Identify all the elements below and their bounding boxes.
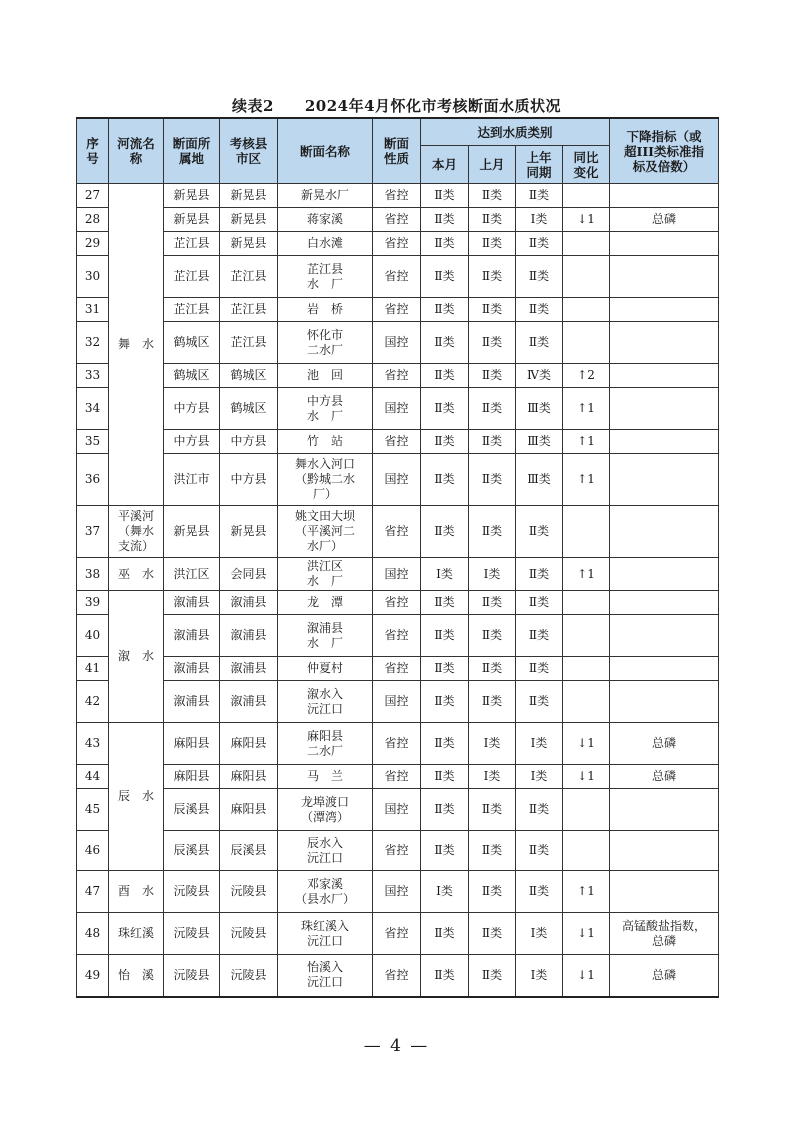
last-year-cell: Ⅱ类 — [516, 298, 563, 322]
yoy-change-cell — [563, 789, 610, 831]
last-month-cell: Ⅱ类 — [469, 831, 516, 871]
table-row — [77, 208, 719, 232]
header-quality: 达到水质类别 — [421, 118, 610, 146]
table-title: 续表2 2024年4月怀化市考核断面水质状况 — [231, 97, 562, 115]
last-month-cell: Ⅱ类 — [469, 184, 516, 208]
current-cell: Ⅱ类 — [421, 208, 469, 232]
location-cell: 麻阳县 — [164, 765, 220, 789]
indicator-cell — [610, 591, 719, 615]
last-month-cell: Ⅱ类 — [469, 615, 516, 657]
last-month-cell: Ⅱ类 — [469, 298, 516, 322]
yoy-change-cell: ↓1 — [563, 913, 610, 955]
last-year-cell: Ⅰ类 — [516, 913, 563, 955]
yoy-change-cell: ↑1 — [563, 871, 610, 913]
nature-cell: 国控 — [373, 681, 421, 723]
seq-cell: 37 — [77, 506, 109, 558]
nature-cell: 省控 — [373, 364, 421, 388]
last-year-cell: Ⅱ类 — [516, 558, 563, 591]
current-cell: Ⅱ类 — [421, 388, 469, 430]
yoy-change-cell: ↓1 — [563, 208, 610, 232]
table-row — [77, 955, 719, 997]
yoy-change-cell — [563, 681, 610, 723]
last-year-cell: Ⅱ类 — [516, 831, 563, 871]
river-cell: 酉 水 — [109, 871, 164, 913]
location-cell: 沅陵县 — [164, 913, 220, 955]
county-cell: 沅陵县 — [220, 955, 278, 997]
last-month-cell: Ⅱ类 — [469, 591, 516, 615]
county-cell: 沅陵县 — [220, 913, 278, 955]
location-cell: 辰溪县 — [164, 831, 220, 871]
county-cell: 新晃县 — [220, 184, 278, 208]
seq-cell: 35 — [77, 430, 109, 454]
indicator-cell — [610, 430, 719, 454]
last-year-cell: Ⅰ类 — [516, 208, 563, 232]
seq-cell: 45 — [77, 789, 109, 831]
location-cell: 新晃县 — [164, 506, 220, 558]
nature-cell: 省控 — [373, 430, 421, 454]
yoy-change-cell — [563, 657, 610, 681]
indicator-cell — [610, 558, 719, 591]
indicator-cell: 总磷 — [610, 765, 719, 789]
seq-cell: 39 — [77, 591, 109, 615]
nature-cell: 国控 — [373, 871, 421, 913]
last-year-cell: Ⅲ类 — [516, 388, 563, 430]
section-name-cell: 姚文田大坝 （平溪河二 水厂） — [278, 506, 373, 558]
county-cell: 新晃县 — [220, 232, 278, 256]
header-current: 本月 — [421, 146, 469, 184]
location-cell: 鹤城区 — [164, 364, 220, 388]
current-cell: Ⅰ类 — [421, 558, 469, 591]
county-cell: 溆浦县 — [220, 681, 278, 723]
table-row — [77, 184, 719, 208]
section-name-cell: 蒋家溪 — [278, 208, 373, 232]
location-cell: 芷江县 — [164, 256, 220, 298]
table-row — [77, 591, 719, 615]
last-year-cell: Ⅳ类 — [516, 364, 563, 388]
county-cell: 辰溪县 — [220, 831, 278, 871]
last-year-cell: Ⅱ类 — [516, 789, 563, 831]
table-row — [77, 388, 719, 430]
indicator-cell — [610, 657, 719, 681]
section-name-cell: 怀化市 二水厂 — [278, 322, 373, 364]
current-cell: Ⅱ类 — [421, 454, 469, 506]
last-month-cell: Ⅱ类 — [469, 388, 516, 430]
current-cell: Ⅱ类 — [421, 430, 469, 454]
county-cell: 鹤城区 — [220, 364, 278, 388]
current-cell: Ⅱ类 — [421, 506, 469, 558]
seq-cell: 46 — [77, 831, 109, 871]
indicator-cell — [610, 831, 719, 871]
header-indicator: 下降指标（或 超III类标准指 标及倍数） — [610, 118, 719, 184]
last-month-cell: Ⅱ类 — [469, 208, 516, 232]
last-year-cell: Ⅱ类 — [516, 256, 563, 298]
header-nature: 断面 性质 — [373, 118, 421, 184]
location-cell: 辰溪县 — [164, 789, 220, 831]
location-cell: 麻阳县 — [164, 723, 220, 765]
table-row — [77, 454, 719, 506]
header-seq: 序 号 — [77, 118, 109, 184]
seq-cell: 36 — [77, 454, 109, 506]
seq-cell: 42 — [77, 681, 109, 723]
indicator-cell: 总磷 — [610, 208, 719, 232]
current-cell: Ⅱ类 — [421, 184, 469, 208]
yoy-change-cell: ↑2 — [563, 364, 610, 388]
header-river: 河流名 称 — [109, 118, 164, 184]
seq-cell: 31 — [77, 298, 109, 322]
header-section: 断面名称 — [278, 118, 373, 184]
current-cell: Ⅱ类 — [421, 322, 469, 364]
indicator-cell — [610, 232, 719, 256]
section-name-cell: 龙 潭 — [278, 591, 373, 615]
last-year-cell: Ⅲ类 — [516, 430, 563, 454]
current-cell: Ⅱ类 — [421, 913, 469, 955]
header-last-year: 上年 同期 — [516, 146, 563, 184]
current-cell: Ⅱ类 — [421, 256, 469, 298]
table-row — [77, 558, 719, 591]
header-last-month: 上月 — [469, 146, 516, 184]
nature-cell: 省控 — [373, 184, 421, 208]
indicator-cell — [610, 871, 719, 913]
indicator-cell — [610, 364, 719, 388]
last-year-cell: Ⅱ类 — [516, 657, 563, 681]
current-cell: Ⅱ类 — [421, 364, 469, 388]
nature-cell: 省控 — [373, 506, 421, 558]
last-month-cell: Ⅱ类 — [469, 789, 516, 831]
yoy-change-cell — [563, 232, 610, 256]
nature-cell: 省控 — [373, 615, 421, 657]
water-quality-table — [76, 117, 719, 998]
header-location: 断面所 属地 — [164, 118, 220, 184]
river-cell: 溆 水 — [109, 591, 164, 723]
nature-cell: 省控 — [373, 298, 421, 322]
indicator-cell — [610, 256, 719, 298]
last-year-cell: Ⅰ类 — [516, 765, 563, 789]
seq-cell: 44 — [77, 765, 109, 789]
table-row — [77, 831, 719, 871]
last-month-cell: Ⅱ类 — [469, 506, 516, 558]
last-year-cell: Ⅱ类 — [516, 681, 563, 723]
location-cell: 芷江县 — [164, 232, 220, 256]
section-name-cell: 马 兰 — [278, 765, 373, 789]
last-month-cell: Ⅰ类 — [469, 558, 516, 591]
county-cell: 麻阳县 — [220, 789, 278, 831]
section-name-cell: 龙埠渡口 （潭湾） — [278, 789, 373, 831]
current-cell: Ⅱ类 — [421, 681, 469, 723]
current-cell: Ⅱ类 — [421, 232, 469, 256]
river-cell: 平溪河 （舞水 支流） — [109, 506, 164, 558]
section-name-cell: 新晃水厂 — [278, 184, 373, 208]
location-cell: 洪江区 — [164, 558, 220, 591]
last-month-cell: Ⅱ类 — [469, 681, 516, 723]
section-name-cell: 岩 桥 — [278, 298, 373, 322]
yoy-change-cell — [563, 506, 610, 558]
nature-cell: 省控 — [373, 831, 421, 871]
location-cell: 芷江县 — [164, 298, 220, 322]
river-cell: 怡 溪 — [109, 955, 164, 997]
last-year-cell: Ⅱ类 — [516, 615, 563, 657]
current-cell: Ⅱ类 — [421, 831, 469, 871]
nature-cell: 国控 — [373, 322, 421, 364]
yoy-change-cell: ↑1 — [563, 430, 610, 454]
seq-cell: 30 — [77, 256, 109, 298]
nature-cell: 省控 — [373, 256, 421, 298]
last-year-cell: Ⅰ类 — [516, 723, 563, 765]
table-row — [77, 657, 719, 681]
indicator-cell — [610, 298, 719, 322]
nature-cell: 国控 — [373, 789, 421, 831]
location-cell: 溆浦县 — [164, 591, 220, 615]
table-row — [77, 364, 719, 388]
county-cell: 溆浦县 — [220, 615, 278, 657]
yoy-change-cell — [563, 591, 610, 615]
current-cell: Ⅱ类 — [421, 657, 469, 681]
county-cell: 中方县 — [220, 430, 278, 454]
nature-cell: 国控 — [373, 454, 421, 506]
nature-cell: 省控 — [373, 723, 421, 765]
yoy-change-cell: ↑1 — [563, 388, 610, 430]
section-name-cell: 麻阳县 二水厂 — [278, 723, 373, 765]
seq-cell: 47 — [77, 871, 109, 913]
seq-cell: 27 — [77, 184, 109, 208]
nature-cell: 国控 — [373, 388, 421, 430]
indicator-cell — [610, 506, 719, 558]
nature-cell: 国控 — [373, 558, 421, 591]
current-cell: Ⅱ类 — [421, 615, 469, 657]
last-month-cell: Ⅱ类 — [469, 913, 516, 955]
county-cell: 麻阳县 — [220, 723, 278, 765]
table-row — [77, 322, 719, 364]
nature-cell: 省控 — [373, 208, 421, 232]
river-cell: 珠红溪 — [109, 913, 164, 955]
location-cell: 沅陵县 — [164, 871, 220, 913]
table-row — [77, 506, 719, 558]
county-cell: 溆浦县 — [220, 657, 278, 681]
county-cell: 溆浦县 — [220, 591, 278, 615]
last-year-cell: Ⅱ类 — [516, 322, 563, 364]
seq-cell: 32 — [77, 322, 109, 364]
river-cell: 辰 水 — [109, 723, 164, 871]
yoy-change-cell — [563, 256, 610, 298]
last-month-cell: Ⅱ类 — [469, 256, 516, 298]
indicator-cell — [610, 184, 719, 208]
nature-cell: 省控 — [373, 657, 421, 681]
last-month-cell: Ⅱ类 — [469, 955, 516, 997]
last-month-cell: Ⅱ类 — [469, 871, 516, 913]
nature-cell: 省控 — [373, 765, 421, 789]
county-cell: 中方县 — [220, 454, 278, 506]
indicator-cell — [610, 388, 719, 430]
county-cell: 会同县 — [220, 558, 278, 591]
table-row — [77, 681, 719, 723]
last-year-cell: Ⅱ类 — [516, 506, 563, 558]
section-name-cell: 珠红溪入 沅江口 — [278, 913, 373, 955]
current-cell: Ⅱ类 — [421, 765, 469, 789]
last-year-cell: Ⅱ类 — [516, 184, 563, 208]
indicator-cell: 高锰酸盐指数， 总磷 — [610, 913, 719, 955]
section-name-cell: 仲夏村 — [278, 657, 373, 681]
yoy-change-cell: ↓1 — [563, 955, 610, 997]
indicator-cell — [610, 322, 719, 364]
section-name-cell: 芷江县 水 厂 — [278, 256, 373, 298]
section-name-cell: 辰水入 沅江口 — [278, 831, 373, 871]
section-name-cell: 怡溪入 沅江口 — [278, 955, 373, 997]
county-cell: 新晃县 — [220, 506, 278, 558]
last-month-cell: Ⅰ类 — [469, 723, 516, 765]
indicator-cell — [610, 789, 719, 831]
header-yoy: 同比 变化 — [563, 146, 610, 184]
current-cell: Ⅱ类 — [421, 789, 469, 831]
section-name-cell: 舞水入河口 （黔城二水 厂） — [278, 454, 373, 506]
location-cell: 新晃县 — [164, 184, 220, 208]
county-cell: 芷江县 — [220, 322, 278, 364]
last-month-cell: Ⅰ类 — [469, 765, 516, 789]
yoy-change-cell — [563, 298, 610, 322]
section-name-cell: 溆浦县 水 厂 — [278, 615, 373, 657]
last-year-cell: Ⅱ类 — [516, 871, 563, 913]
table-row — [77, 789, 719, 831]
seq-cell: 29 — [77, 232, 109, 256]
river-cell: 巫 水 — [109, 558, 164, 591]
last-month-cell: Ⅱ类 — [469, 454, 516, 506]
county-cell: 芷江县 — [220, 298, 278, 322]
table-row — [77, 913, 719, 955]
table-row — [77, 298, 719, 322]
location-cell: 中方县 — [164, 388, 220, 430]
yoy-change-cell — [563, 615, 610, 657]
table-row — [77, 723, 719, 765]
location-cell: 中方县 — [164, 430, 220, 454]
location-cell: 洪江市 — [164, 454, 220, 506]
table-row — [77, 765, 719, 789]
location-cell: 鹤城区 — [164, 322, 220, 364]
current-cell: Ⅱ类 — [421, 591, 469, 615]
table-row — [77, 232, 719, 256]
indicator-cell — [610, 681, 719, 723]
last-month-cell: Ⅱ类 — [469, 657, 516, 681]
seq-cell: 43 — [77, 723, 109, 765]
seq-cell: 34 — [77, 388, 109, 430]
last-year-cell: Ⅰ类 — [516, 955, 563, 997]
table-row — [77, 615, 719, 657]
section-name-cell: 邓家溪 （县水厂） — [278, 871, 373, 913]
county-cell: 芷江县 — [220, 256, 278, 298]
yoy-change-cell: ↓1 — [563, 723, 610, 765]
nature-cell: 省控 — [373, 955, 421, 997]
page-number: — 4 — — [363, 1036, 430, 1056]
location-cell: 沅陵县 — [164, 955, 220, 997]
last-month-cell: Ⅱ类 — [469, 322, 516, 364]
last-year-cell: Ⅱ类 — [516, 232, 563, 256]
indicator-cell: 总磷 — [610, 955, 719, 997]
county-cell: 沅陵县 — [220, 871, 278, 913]
section-name-cell: 洪江区 水 厂 — [278, 558, 373, 591]
header-county: 考核县 市区 — [220, 118, 278, 184]
seq-cell: 49 — [77, 955, 109, 997]
current-cell: Ⅱ类 — [421, 298, 469, 322]
yoy-change-cell — [563, 322, 610, 364]
section-name-cell: 白水滩 — [278, 232, 373, 256]
current-cell: Ⅱ类 — [421, 955, 469, 997]
indicator-cell: 总磷 — [610, 723, 719, 765]
last-month-cell: Ⅱ类 — [469, 232, 516, 256]
county-cell: 麻阳县 — [220, 765, 278, 789]
yoy-change-cell: ↓1 — [563, 765, 610, 789]
table-row — [77, 871, 719, 913]
last-month-cell: Ⅱ类 — [469, 364, 516, 388]
nature-cell: 省控 — [373, 591, 421, 615]
location-cell: 溆浦县 — [164, 681, 220, 723]
seq-cell: 48 — [77, 913, 109, 955]
last-month-cell: Ⅱ类 — [469, 430, 516, 454]
section-name-cell: 竹 站 — [278, 430, 373, 454]
location-cell: 新晃县 — [164, 208, 220, 232]
current-cell: Ⅱ类 — [421, 723, 469, 765]
last-year-cell: Ⅱ类 — [516, 591, 563, 615]
nature-cell: 省控 — [373, 913, 421, 955]
indicator-cell — [610, 454, 719, 506]
yoy-change-cell — [563, 831, 610, 871]
county-cell: 鹤城区 — [220, 388, 278, 430]
yoy-change-cell — [563, 184, 610, 208]
seq-cell: 33 — [77, 364, 109, 388]
table-row — [77, 430, 719, 454]
last-year-cell: Ⅲ类 — [516, 454, 563, 506]
seq-cell: 28 — [77, 208, 109, 232]
county-cell: 新晃县 — [220, 208, 278, 232]
river-cell: 舞 水 — [109, 184, 164, 506]
table-body — [77, 184, 719, 997]
location-cell: 溆浦县 — [164, 657, 220, 681]
section-name-cell: 池 回 — [278, 364, 373, 388]
seq-cell: 41 — [77, 657, 109, 681]
table-row — [77, 256, 719, 298]
seq-cell: 38 — [77, 558, 109, 591]
section-name-cell: 中方县 水 厂 — [278, 388, 373, 430]
seq-cell: 40 — [77, 615, 109, 657]
indicator-cell — [610, 615, 719, 657]
current-cell: Ⅰ类 — [421, 871, 469, 913]
nature-cell: 省控 — [373, 232, 421, 256]
location-cell: 溆浦县 — [164, 615, 220, 657]
yoy-change-cell: ↑1 — [563, 558, 610, 591]
yoy-change-cell: ↑1 — [563, 454, 610, 506]
section-name-cell: 溆水入 沅江口 — [278, 681, 373, 723]
